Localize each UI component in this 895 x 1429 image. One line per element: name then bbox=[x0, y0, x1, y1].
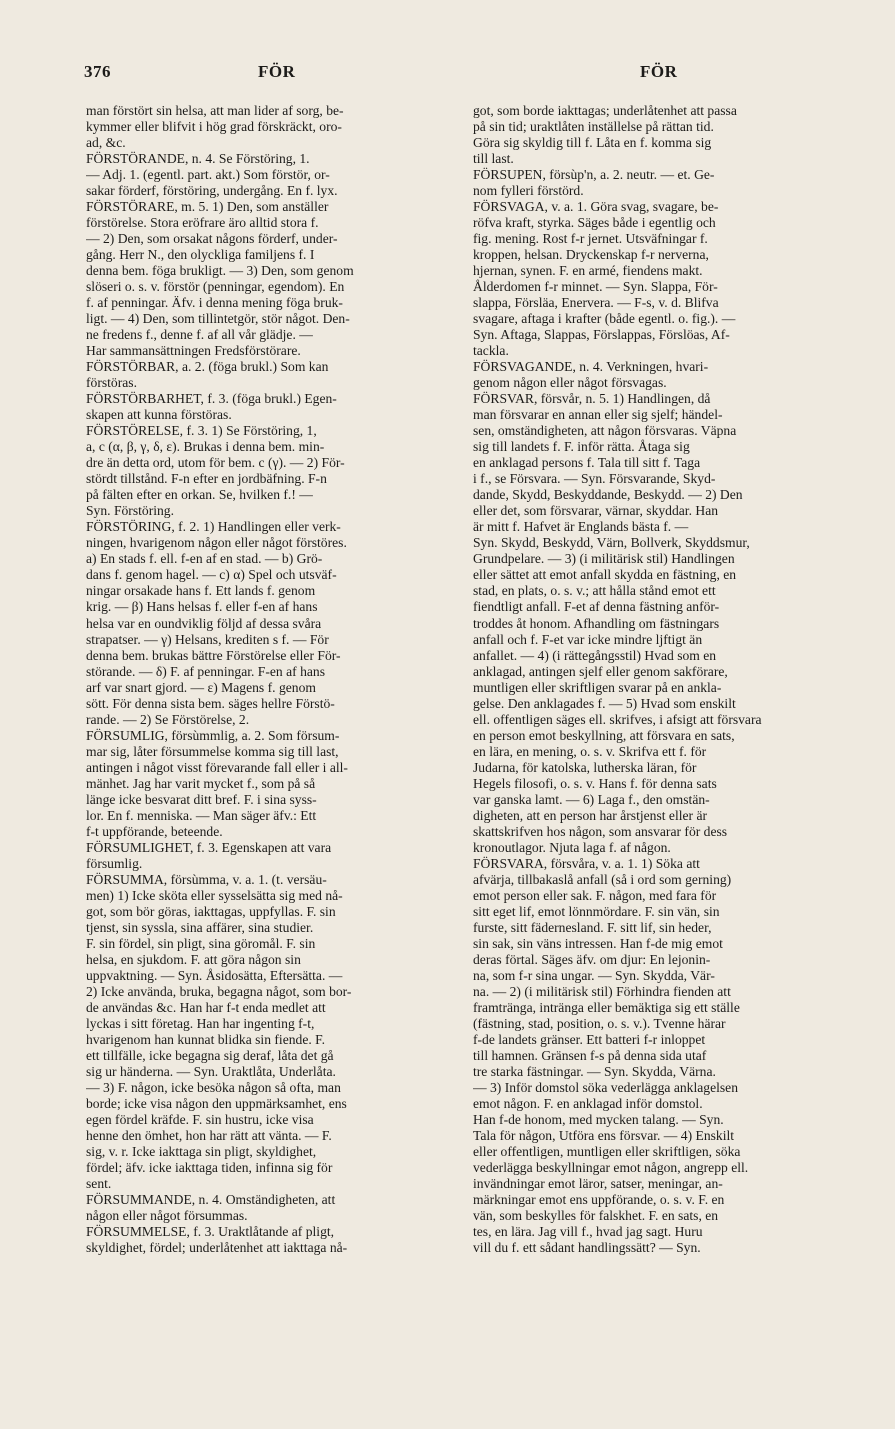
text-line: tre starka fästningar. — Syn. Skydda, Värna. bbox=[473, 1063, 716, 1079]
text-line: henne den ömhet, hon har rätt att vänta. — F. bbox=[86, 1128, 332, 1143]
text-line: anklagad, antingen sjelf eller genom sakförare, bbox=[473, 663, 728, 679]
text-line: lor. En f. menniska. — Man säger äfv.: Ett bbox=[86, 807, 317, 823]
text-line: dande, Skydd, Beskyddande, Beskydd. — 2) Den bbox=[473, 487, 743, 503]
text-line: helsa var en oundviklig följd af dessa svåra bbox=[86, 615, 322, 631]
page-number: 376 bbox=[84, 62, 111, 81]
text-line: sakar förderf, förstöring, undergång. En f. lyx. bbox=[86, 183, 338, 199]
text-line: helsa, en sjukdom. F. att göra någon sin bbox=[86, 951, 301, 967]
text-line: försumlig. bbox=[86, 855, 143, 871]
text-line: sig ur händerna. — Syn. Uraktlåta, Underlåta. bbox=[86, 1063, 336, 1079]
text-line: ad, &c. bbox=[86, 135, 126, 151]
text-line: vän, som beskylles för falskhet. F. en sats, en bbox=[473, 1208, 719, 1224]
text-line: f-de landets gränser. Ett batteri f-r inloppet bbox=[473, 1031, 706, 1047]
text-line: a) En stads f. ell. f-en af en stad. — b) Grö- bbox=[86, 551, 323, 567]
text-line: na. — 2) (i militärisk stil) Förhindra fienden att bbox=[473, 983, 731, 999]
text-line: mar sig, låter försummelse komma sig till last, bbox=[86, 743, 339, 759]
text-line: stördt tillstånd. F-n efter en jordbäfning. F-n bbox=[86, 471, 327, 487]
text-line: FÖRSTÖRANDE, n. 4. Se Förstöring, 1. bbox=[86, 151, 310, 167]
text-line: lyckas i sitt företag. Han har ingenting f-t, bbox=[86, 1015, 315, 1031]
text-line: kronoutlagor. Njuta laga f. af någon. bbox=[473, 839, 671, 855]
text-line: märkningar emot ens uppförande, o. s. v. F. en bbox=[473, 1192, 725, 1208]
text-line: skapen att kunna förstöras. bbox=[86, 407, 232, 423]
text-line: slappa, Försläa, Enervera. — F-s, v. d. Blifva bbox=[473, 295, 719, 311]
text-line: man försvarar en annan eller sig sjelf; händel- bbox=[473, 407, 723, 423]
text-line: 2) Icke använda, bruka, begagna något, som bor- bbox=[86, 983, 352, 999]
text-line: — 2) Den, som orsakat någons förderf, under- bbox=[86, 231, 338, 247]
text-line: arf var snart gjord. — ε) Magens f. genom bbox=[86, 679, 316, 695]
text-line: de användas &c. Han har f-t enda medlet att bbox=[86, 999, 326, 1015]
text-line: fig. mening. Rost f-r jernet. Utsväfningar f. bbox=[473, 231, 708, 247]
text-line: Göra sig skyldig till f. Låta en f. komma sig bbox=[473, 135, 712, 151]
text-line: eller offentligen, muntligen eller skriftligen, söka bbox=[473, 1144, 741, 1160]
text-line: na, som f-r sina ungar. — Syn. Skydda, Vär- bbox=[473, 967, 715, 983]
running-head-right: FÖR bbox=[640, 62, 678, 81]
text-line: uppvaktning. — Syn. Åsidosätta, Eftersätta. — bbox=[86, 967, 343, 983]
text-line: muntligen eller skriftligen svarar på en ankla- bbox=[473, 679, 722, 695]
text-line: FÖRSUPEN, försùp'n, a. 2. neutr. — et. Ge- bbox=[473, 167, 715, 183]
text-line: deras förtal. Säges äfv. om djur: En lejonin- bbox=[473, 951, 711, 967]
text-line: — Adj. 1. (egentl. part. akt.) Som förstör, or- bbox=[86, 167, 330, 183]
text-line: kymmer eller blifvit i hög grad förskräckt, oro- bbox=[86, 119, 342, 135]
text-line: en anklagad persons f. Tala till sitt f. Taga bbox=[473, 455, 701, 471]
text-line: i f., se Försvara. — Syn. Försvarande, Skyd- bbox=[473, 471, 716, 487]
text-line: Syn. Aftaga, Slappas, Förslappas, Förslöas, Af- bbox=[473, 327, 730, 343]
text-line: ningen, hvarigenom någon eller något förstöres. bbox=[86, 535, 347, 551]
text-line: (fästning, stad, position, o. s. v.). Tvenne härar bbox=[473, 1015, 726, 1031]
text-line: framtränga, intränga eller bemäktiga sig ett ställe bbox=[473, 999, 740, 1015]
text-line: Han f-de honom, med mycken talang. — Syn. bbox=[473, 1111, 724, 1127]
text-line: ligt. — 4) Den, som tillintetgör, stör något. Den- bbox=[86, 311, 350, 327]
text-line: FÖRSVAGANDE, n. 4. Verkningen, hvari- bbox=[473, 359, 709, 375]
text-line: man förstört sin helsa, att man lider af sorg, be- bbox=[86, 103, 344, 118]
text-line: krig. — β) Hans helsas f. eller f-en af hans bbox=[86, 599, 318, 615]
text-line: eller det, som försvarar, värnar, skyddar. Han bbox=[473, 503, 719, 519]
text-line: FÖRSTÖRARE, m. 5. 1) Den, som anställer bbox=[86, 199, 329, 215]
text-line: FÖRSTÖRBAR, a. 2. (föga brukl.) Som kan bbox=[86, 359, 329, 375]
text-line: FÖRSUMLIG, försùmmlig, a. 2. Som försum- bbox=[86, 727, 340, 743]
text-line: hjernan, synen. F. en armé, fiendens makt. bbox=[473, 263, 703, 279]
text-line: tes, en lära. Jag vill f., hvad jag sagt. Huru bbox=[473, 1224, 703, 1240]
text-line: denna bem. föga brukligt. — 3) Den, som genom bbox=[86, 263, 354, 279]
text-line: a, c (α, β, γ, δ, ε). Brukas i denna bem. min- bbox=[86, 439, 325, 455]
text-line: FÖRSTÖRING, f. 2. 1) Handlingen eller verk- bbox=[86, 519, 341, 535]
text-line: FÖRSTÖRBARHET, f. 3. (föga brukl.) Egen- bbox=[86, 391, 337, 407]
text-line: FÖRSUMMANDE, n. 4. Omständigheten, att bbox=[86, 1192, 336, 1208]
text-line: FÖRSVARA, försvåra, v. a. 1. 1) Söka att bbox=[473, 855, 700, 871]
text-line: invändningar emot läror, satser, meningar, an- bbox=[473, 1176, 723, 1192]
text-line: kroppen, helsan. Dryckenskap f-r nerverna, bbox=[473, 247, 709, 263]
text-line: på sin tid; uraktlåten inställelse på rättan tid. bbox=[473, 119, 714, 135]
text-line: got, som bör göras, iakttagas, uppfyllas. F. sin bbox=[86, 903, 336, 919]
text-line: fiendtligt anfall. F-et af denna fästning anför- bbox=[473, 599, 720, 615]
text-line: men) 1) Icke sköta eller sysselsätta sig med nå- bbox=[86, 887, 343, 903]
text-line: vederlägga beskyllningar emot någon, angrepp ell. bbox=[473, 1160, 749, 1176]
text-line: — 3) Inför domstol söka vederlägga anklagelsen bbox=[473, 1079, 738, 1095]
text-line: skattskrifven hos någon, som ansvarar för dess bbox=[473, 823, 728, 839]
text-line: till hamnen. Gränsen f-s på denna sida utaf bbox=[473, 1047, 707, 1063]
text-line: FÖRSTÖRELSE, f. 3. 1) Se Förstöring, 1, bbox=[86, 423, 317, 439]
text-line: mänhet. Jag har varit mycket f., som på så bbox=[86, 775, 316, 791]
text-line: var ganska lamt. — 6) Laga f., den omstän- bbox=[473, 791, 710, 807]
text-line: dre än detta ord, utom för bem. c (γ). — 2) För- bbox=[86, 455, 345, 471]
text-line: Syn. Förstöring. bbox=[86, 503, 174, 519]
text-line: furste, sitt fädernesland. F. sitt lif, sin heder, bbox=[473, 919, 712, 935]
text-line: ningar orsakade hans f. Ett lands f. genom bbox=[86, 583, 316, 599]
text-line: got, som borde iakttagas; underlåtenhet att passa bbox=[473, 103, 737, 118]
right-column bbox=[473, 103, 848, 1256]
text-line: genom någon eller något försvagas. bbox=[473, 375, 667, 391]
text-line: Judarna, för katolska, lutherska läran, för bbox=[473, 759, 697, 775]
text-line: digheten, att en person har årstjenst eller är bbox=[473, 807, 708, 823]
text-line: till last. bbox=[473, 151, 514, 167]
text-line: gång. Herr N., den olyckliga familjens f. I bbox=[86, 247, 315, 263]
text-line: denna bem. brukas bättre Förstörelse eller För- bbox=[86, 647, 341, 663]
text-line: afvärja, tillbakaslå anfall (så i ord som gerning) bbox=[473, 871, 732, 887]
text-line: hvarigenom han kunnat blidka sin fiende. F. bbox=[86, 1031, 326, 1047]
text-line: en lära, en mening, o. s. v. Skrifva ett f. för bbox=[473, 743, 707, 759]
text-line: sitt eget lif, emot lönnmördare. F. sin vän, sin bbox=[473, 903, 720, 919]
text-line: rande. — 2) Se Förstörelse, 2. bbox=[86, 711, 250, 727]
text-line: eller sättet att emot anfall skydda en fästning, en bbox=[473, 567, 737, 583]
text-line: — 3) F. någon, icke besöka någon så ofta, man bbox=[86, 1079, 341, 1095]
left-column bbox=[86, 103, 461, 1256]
text-line: anfall och f. F-et var icke mindre ljftigt än bbox=[473, 631, 703, 647]
text-line: någon eller något försummas. bbox=[86, 1208, 248, 1224]
text-line: röfva kraft, styrka. Säges både i egentlig och bbox=[473, 215, 716, 231]
text-line: egen fördel kräfde. F. sin hustru, icke visa bbox=[86, 1111, 314, 1127]
text-line: Har sammansättningen Fredsförstörare. bbox=[86, 343, 301, 359]
text-line: anfallet. — 4) (i rättegångsstil) Hvad som en bbox=[473, 647, 717, 663]
text-line: tjenst, sin syssla, sina affärer, sina studier. bbox=[86, 919, 314, 935]
text-line: antingen i något visst förevarande fall eller i all- bbox=[86, 759, 348, 775]
text-line: förstöras. bbox=[86, 375, 137, 391]
text-line: sig till landets f. F. inför rätta. Åtaga sig bbox=[473, 439, 690, 455]
text-line: fördel; äfv. icke iakttaga tiden, infinna sig för bbox=[86, 1160, 333, 1176]
text-line: troddes åt honom. Afhandling om fästningars bbox=[473, 615, 720, 631]
running-head-left: FÖR bbox=[258, 62, 296, 81]
text-line: skyldighet, fördel; underlåtenhet att iakttaga nå- bbox=[86, 1240, 348, 1256]
text-line: sen, omständigheten, att någon försvaras. Väpna bbox=[473, 423, 737, 439]
text-line: vill du f. ett sådant handlingssätt? — Syn. bbox=[473, 1240, 701, 1256]
text-line: F. sin fördel, sin pligt, sina göromål. F. sin bbox=[86, 935, 316, 951]
text-line: sött. För denna sista bem. säges hellre Förstö- bbox=[86, 695, 335, 711]
text-line: f. af penningar. Äfv. i denna mening föga bruk- bbox=[86, 295, 343, 311]
text-line: borde; icke visa någon den uppmärksamhet, ens bbox=[86, 1095, 347, 1111]
text-line: sin sak, sin väns intressen. Han f-de mig emot bbox=[473, 935, 723, 951]
text-line: ell. offentligen säges ell. skrifves, i afsigt att försvara bbox=[473, 711, 762, 727]
text-line: stad, en plats, o. s. v.; att hålla stånd emot ett bbox=[473, 583, 716, 599]
text-line: Tala för någon, Utföra ens försvar. — 4) Enskilt bbox=[473, 1128, 735, 1143]
text-line: dans f. genom hagel. — c) α) Spel och utsväf- bbox=[86, 567, 337, 583]
text-line: ett tillfälle, icke begagna sig deraf, låta det gå bbox=[86, 1047, 334, 1063]
text-line: tackla. bbox=[473, 343, 509, 359]
text-line: är mitt f. Hafvet är Englands bästa f. — bbox=[473, 519, 689, 535]
text-line: länge icke besvarat ditt bref. F. i sina syss- bbox=[86, 791, 317, 807]
text-line: gelse. Den anklagades f. — 5) Hvad som enskilt bbox=[473, 695, 736, 711]
text-line: slöseri o. s. v. förstör (penningar, egendom). En bbox=[86, 279, 345, 295]
text-line: FÖRSUMMA, försùmma, v. a. 1. (t. versäu- bbox=[86, 871, 327, 887]
text-line: sig, v. r. Icke iakttaga sin pligt, skyldighet, bbox=[86, 1144, 317, 1160]
text-line: nom fylleri förstörd. bbox=[473, 183, 584, 199]
text-line: FÖRSVAR, försvår, n. 5. 1) Handlingen, då bbox=[473, 391, 711, 407]
text-line: en person emot beskyllning, att försvara en sats, bbox=[473, 727, 735, 743]
text-line: på fälten efter en orkan. Se, hvilken f.! — bbox=[86, 487, 313, 503]
text-line: emot person eller sak. F. någon, med fara för bbox=[473, 887, 717, 903]
text-line: Syn. Skydd, Beskydd, Värn, Bollverk, Skyddsmur, bbox=[473, 535, 750, 551]
text-line: sent. bbox=[86, 1176, 112, 1192]
page-header bbox=[0, 62, 895, 92]
text-line: FÖRSUMMELSE, f. 3. Uraktlåtande af pligt, bbox=[86, 1224, 335, 1240]
text-line: ne fredens f., denne f. af all vår glädje. — bbox=[86, 327, 313, 343]
text-line: FÖRSVAGA, v. a. 1. Göra svag, svagare, be- bbox=[473, 199, 719, 215]
text-line: störande. — δ) F. af penningar. F-en af hans bbox=[86, 663, 325, 679]
text-line: emot någon. F. en anklagad inför domstol. bbox=[473, 1095, 703, 1111]
text-line: strapatser. — γ) Helsans, krediten s f. — För bbox=[86, 631, 329, 647]
text-line: Hegels filosofi, o. s. v. Hans f. för denna sats bbox=[473, 775, 717, 791]
text-line: Grundpelare. — 3) (i militärisk stil) Handlingen bbox=[473, 551, 735, 567]
text-line: FÖRSUMLIGHET, f. 3. Egenskapen att vara bbox=[86, 839, 332, 855]
text-line: f-t uppförande, beteende. bbox=[86, 823, 223, 839]
text-line: förstörelse. Stora eröfrare äro alltid stora f. bbox=[86, 215, 319, 231]
text-line: svagare, aftaga i krafter (både egentl. o. fig.). — bbox=[473, 311, 736, 327]
text-line: Ålderdomen f-r minnet. — Syn. Slappa, För- bbox=[473, 279, 718, 295]
